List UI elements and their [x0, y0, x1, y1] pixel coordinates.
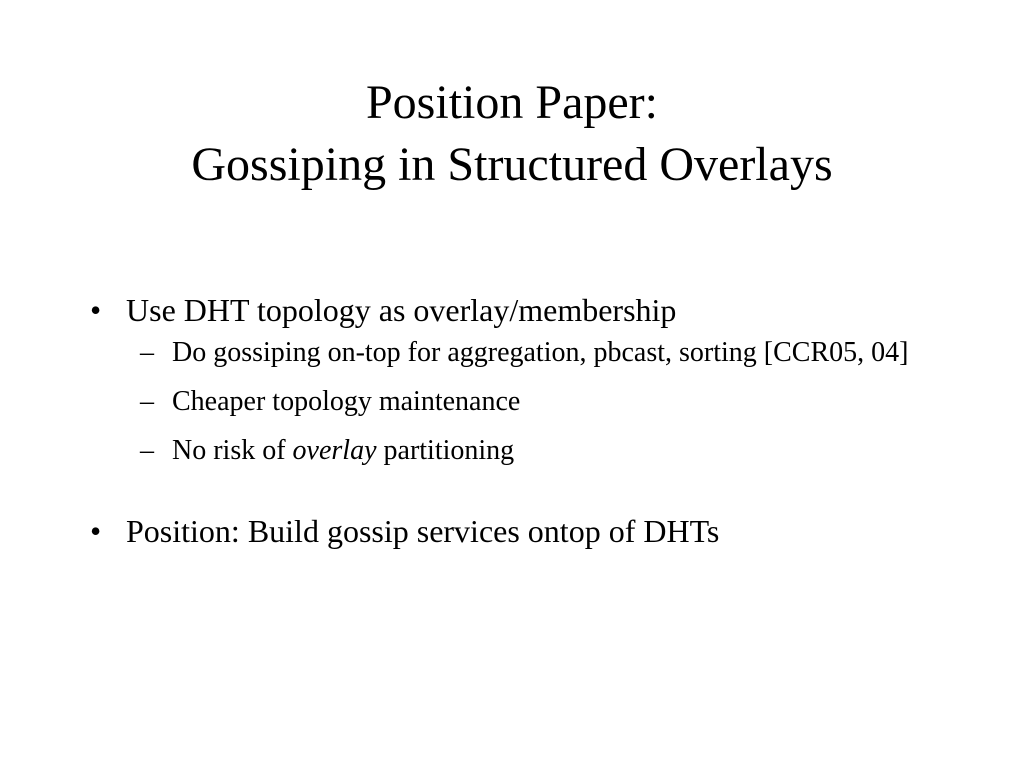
bullet-item-dht-topology	[84, 290, 944, 467]
sub-bullet-text: Do gossiping on-top for aggregation, pbcast, sorting [CCR05, 04]	[172, 337, 909, 368]
bullet-text: Use DHT topology as overlay/membership	[126, 292, 677, 328]
title-line-1: Position Paper:	[365, 76, 658, 129]
sub-bullet-marker: –	[140, 337, 154, 368]
sub-bullet-list	[126, 336, 944, 467]
bullet-marker: •	[90, 292, 102, 328]
sub-bullet-marker: –	[140, 386, 154, 417]
sub-bullet-item-maintenance	[126, 385, 944, 418]
sub-bullet-text: Cheaper topology maintenance	[172, 386, 521, 417]
sub-bullet-text-emphasis: overlay	[292, 435, 377, 466]
sub-bullet-text-before: No risk of	[172, 435, 293, 466]
sub-bullet-item-partitioning	[126, 434, 944, 467]
slide-title	[0, 72, 1024, 196]
title-line-2: Gossiping in Structured Overlays	[191, 138, 833, 191]
bullet-marker: •	[90, 513, 102, 549]
bullet-list	[84, 290, 944, 551]
bullet-item-position	[84, 511, 944, 551]
sub-bullet-item-gossiping	[126, 336, 944, 369]
sub-bullet-marker: –	[140, 435, 154, 466]
bullet-text: Position: Build gossip services ontop of DHTs	[126, 513, 720, 549]
sub-bullet-text-after: partitioning	[376, 435, 515, 466]
